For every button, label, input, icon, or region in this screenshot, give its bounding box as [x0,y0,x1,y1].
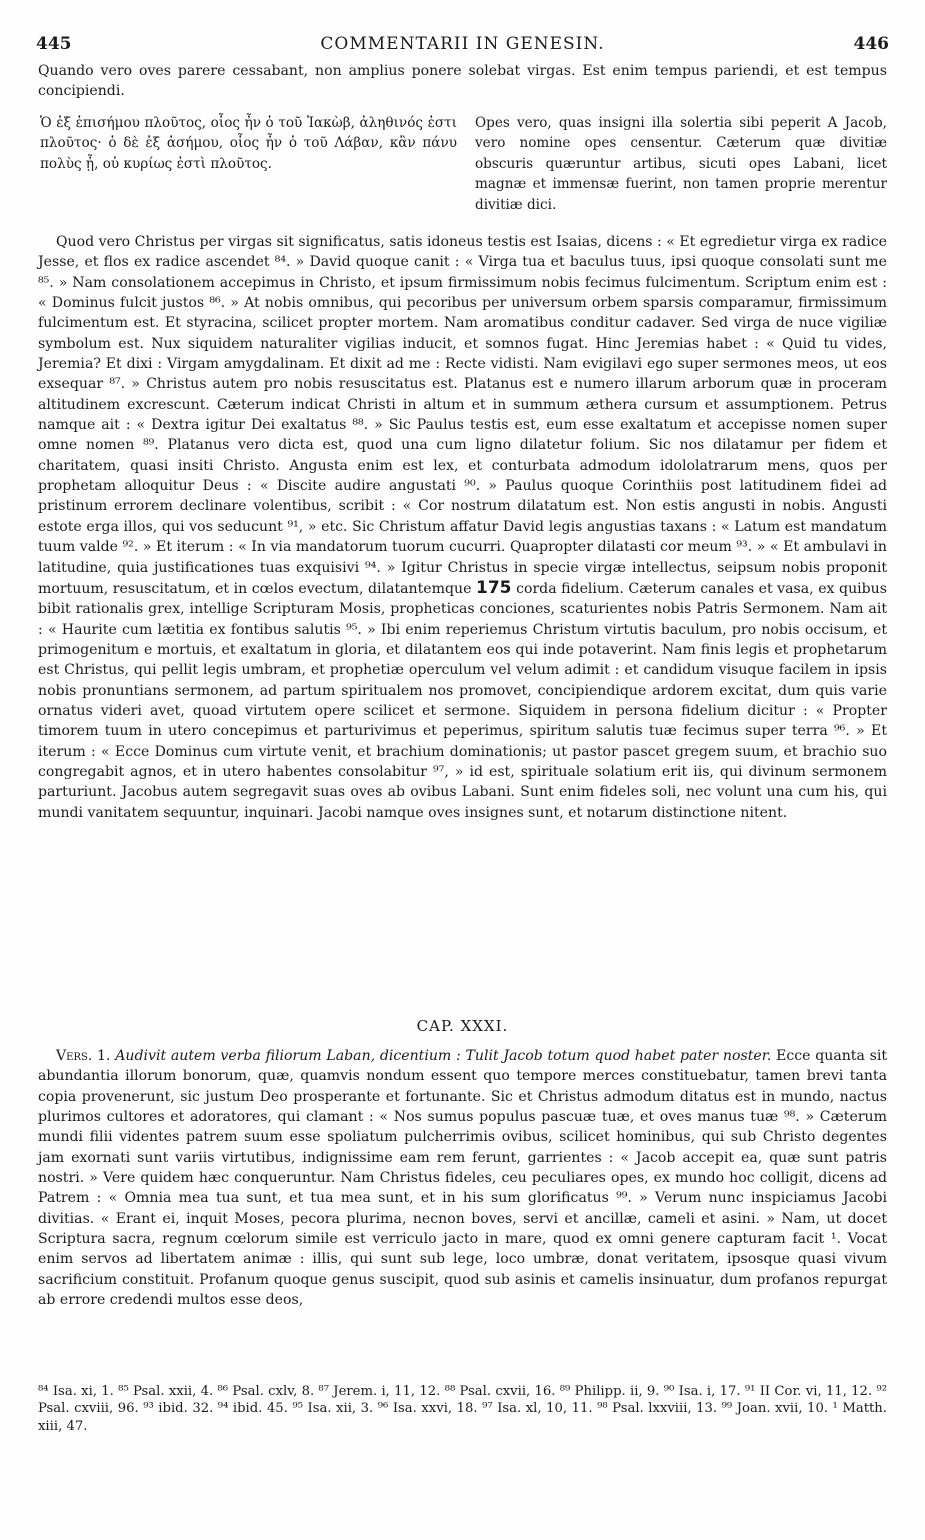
paragraph-chapter-31-text: Ecce quanta sit abundantia illorum bonorum, quæ, quamvis nondum essent quo tempore merces constituebatur, tamen brevi tanta copia provenerunt, sic justum Deo prosperante et fortunante. Sic et Christus admodum ditatus est in mundo, nactus plurimos cultores et adoratores, qui clamant : « Nos sumus populus pascuæ tuæ, et oves manus tuæ ⁹⁸. » Cæterum mundi filii videntes patrem suum esse spoliatum pulcherrimis ovibus, scilicet hominibus, qui sub Christo degentes jam exornati sunt variis virtutibus, indignissime eam rem ferunt, garrientes : « Jacob accepit ea, quæ sunt patris nostri. » Vere quidem hæc conqueruntur. Nam Christus fideles, ceu peculiares opes, ex mundo hoc colligit, dicens ad Patrem : « Omnia mea tua sunt, et tua mea sunt, et in his sum glorificatus ⁹⁹. » Verum nunc inspiciamus Jacobi divitias. « Erant ei, inquit Moses, pecora plurima, necnon boves, servi et ancillæ, cameli et asini. » Nam, ut docet Scriptura sacra, regnum cœlorum simile est verriculo jacto in mare, quod ex omni genere capturam facit ¹. Vocat enim servos ad libertatem animæ : illis, qui sunt sub lege, loco umbræ, donat veritatem, ipsosque quasi vivum sacrificium constituit. Profanum quoque genus suscipit, quod sub asinis et camelis insinuatur, dum profanos repurgat ab errore credendi multos esse deos, [38,1048,887,1309]
intro-paragraph: Quando vero oves parere cessabant, non amplius ponere solebat virgas. Est enim tempus pariendi, et est tempus concipiendi. [38,63,887,100]
running-title: COMMENTARII IN GENESIN. [320,34,605,54]
column-marker: 175 [476,577,512,598]
paragraph-virgas-text-b: corda fidelium. Cæterum canales et vasa, ex quibus bibit rationalis grex, intellige Scripturam Mosis, propheticas conciones, scaturientes nobis Patris Sermonem. Nam ait : « Haurite cum lætitia ex fontibus salutis ⁹⁵. » Ibi enim reperiemus Christum virtutis baculum, pro nobis occisum, et primogenitum e mortuis, et exaltatum in gloria, et dilatantem eos qui inde potaverint. Nam finis legis et prophetarum est Christus, qui pellit legis umbram, et prophetiæ operculum vel velum adimit : et candidum visuque facilem in ipsis nobis pronuntians sermonem, ad partum spiritualem nos promovet, concipiendique ardorem excitat, dum quis varie ornatus videri avet, quoad virtutem opere scilicet et sermone. Siquidem in persona fidelium dicitur : « Propter timorem tuum in utero concepimus et parturivimus et peperimus, spiritum salutis tuæ fecimus super terra ⁹⁶. » Et iterum : « Ecce Dominus cum virtute venit, et brachium dominationis; ut pastor pascet gregem suum, et brachio suo congregabit agnos, et in utero habentes consolabitur ⁹⁷, » id est, spirituale solatium erit iis, qui divinum sermonem parturiunt. Jacobus autem segregavit suas oves ab ovibus Labani. Sunt enim fideles soli, nec volunt una cum his, qui mundi vanitatem sequuntur, inquinari. Jacobi namque oves insignes sunt, et notarum distinctione nitent. [38,580,887,821]
greek-column: Ὁ ἐξ ἐπισήμου πλοῦτος, οἷος ἦν ὁ τοῦ Ἰακὼβ, ἀληθινός ἐστι πλοῦτος· ὁ δὲ ἐξ ἀσήμου, οἷος ἦν ὁ τοῦ Λάβαν, κἂν πάνυ πολὺς ᾖ, οὐ κυρίως ἐστὶ πλοῦτος. [40,115,457,172]
paragraph-virgas [38,232,887,823]
chapter-heading: CAP. XXXI. [416,1017,509,1035]
page-number-right: 446 [853,34,889,54]
verse-text: Audivit autem verba filiorum Laban, dicentium : Tulit Jacob totum quod habet pater noster. [115,1048,772,1064]
latin-column: Opes vero, quas insigni illa solertia sibi peperit A Jacob, vero nomine opes censentur. Cæterum quæ divitiæ obscuris quæruntur artibus, sicuti opes Labani, licet magnæ et immensæ fuerint, non tamen proprie merentur divitiæ dici. [475,115,887,213]
verse-label: Vers. 1. [56,1048,111,1064]
paragraph-chapter-31 [38,1046,887,1310]
footnotes: ⁸⁴ Isa. xi, 1. ⁸⁵ Psal. xxii, 4. ⁸⁶ Psal. cxlv, 8. ⁸⁷ Jerem. i, 11, 12. ⁸⁸ Psal. cxvii, 16. ⁸⁹ Philipp. ii, 9. ⁹⁰ Isa. i, 17. ⁹¹ II Cor. vi, 11, 12. ⁹² Psal. cxviii, 96. ⁹³ ibid. 32. ⁹⁴ ibid. 45. ⁹⁵ Isa. xii, 3. ⁹⁶ Isa. xxvi, 18. ⁹⁷ Isa. xl, 10, 11. ⁹⁸ Psal. lxxviii, 13. ⁹⁹ Joan. xvii, 10. ¹ Matth. xiii, 47. [38,1384,887,1434]
page-number-left: 445 [36,34,72,54]
running-header [36,34,889,56]
paragraph-virgas-text-a: Quod vero Christus per virgas sit significatus, satis idoneus testis est Isaias, dicens : « Et egredietur virga ex radice Jesse, et flos ex radice ascendet ⁸⁴. » David quoque canit : « Virga tua et baculus tuus, ipsi quoque consolati sunt me ⁸⁵. » Nam consolationem accepimus in Christo, et ipsum firmissimum nobis fecimus fulcimentum. Scriptum enim est : « Dominus fulcit justos ⁸⁶. » At nobis omnibus, qui pecoribus per universum orbem sparsis comparamur, firmissimum fulcimentum est. Et styracina, scilicet propter mortem. Nam aromatibus conditur cadaver. Sed virga de nuce vigiliæ symbolum est. Nux siquidem naturaliter vigilias inducit, et somnos fugat. Hinc Jeremias habet : « Quid tu vides, Jeremia? Et dixi : Virgam amygdalinam. Et dixit ad me : Recte vidisti. Nam evigilavi ego super sermones meos, ut eos exsequar ⁸⁷. » Christus autem pro nobis resuscitatus est. Platanus est e numero illarum arborum quæ in proceram altitudinem excrescunt. Cæterum indicat Christi in altum et in summum æthera cursum et assumptionem. Petrus namque ait : « Dextra igitur Dei exaltatus ⁸⁸. » Sic Paulus testis est, eum esse exaltatum et accepisse nomen super omne nomen ⁸⁹. Platanus vero dicta est, quod una cum ligno dilatetur folium. Sic nos dilatamur per fidem et charitatem, quasi insiti Christo. Angusta enim est lex, et conturbata admodum idololatrarum mens, quos per prophetam alloquitur Deus : « Discite audire angustati ⁹⁰. » Paulus quoque Corinthiis post latitudinem fidei ad pristinum errorem declinare volentibus, scribit : « Cor nostrum dilatatum est. Non estis angusti in nobis. Angusti estote erga illos, qui vos seducunt ⁹¹, » etc. Sic Christum affatur David legis angustias taxans : « Latum est mandatum tuum valde ⁹². » Et iterum : « In via mandatorum tuorum cucurri. Quapropter dilatasti cor meum ⁹³. » « Et ambulavi in latitudine, quia justificationes tuas exquisivi ⁹⁴. » Igitur Christus in specie virgæ intellectus, seipsum nobis proponit mortuum, resuscitatum, et in cœlos evectum, dilatantemque [38,234,887,597]
